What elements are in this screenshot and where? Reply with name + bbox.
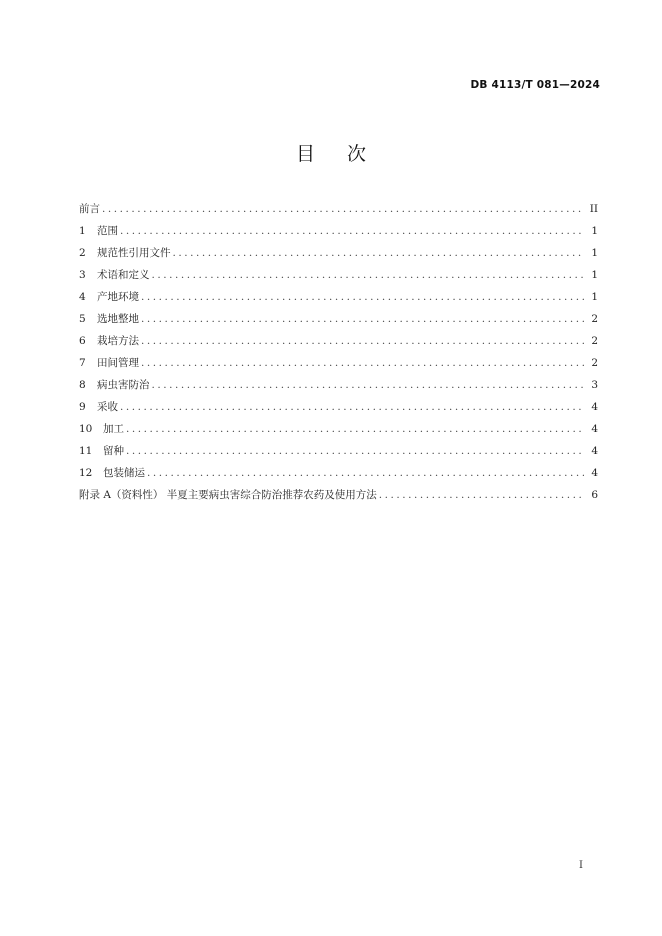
toc-entry-page: 4 bbox=[591, 401, 598, 413]
toc-leader-dots bbox=[152, 266, 585, 284]
toc-entry-page: 2 bbox=[591, 357, 598, 369]
toc-entry-6[interactable] bbox=[79, 332, 598, 354]
toc-entry-foreword[interactable] bbox=[79, 200, 598, 222]
toc-entry-number: 8 bbox=[79, 379, 86, 391]
toc-leader-dots bbox=[147, 464, 584, 482]
toc-entry-label: 前言 bbox=[79, 203, 100, 215]
toc-entry-8[interactable] bbox=[79, 376, 598, 398]
toc-entry-label: 选地整地 bbox=[97, 313, 139, 325]
toc-entry-label: 加工 bbox=[103, 423, 124, 435]
toc-leader-dots bbox=[173, 244, 585, 262]
toc-entry-number: 6 bbox=[79, 335, 86, 347]
toc-entry-10[interactable] bbox=[79, 420, 598, 442]
toc-leader-dots bbox=[152, 376, 585, 394]
toc-entry-page: 1 bbox=[591, 225, 598, 237]
toc-entry-number: 3 bbox=[79, 269, 86, 281]
toc-entry-page: 2 bbox=[591, 313, 598, 325]
toc-entry-number: 1 bbox=[79, 225, 86, 237]
toc-leader-dots bbox=[126, 420, 584, 438]
toc-entry-page: 1 bbox=[591, 269, 598, 281]
toc-entry-page: 6 bbox=[591, 489, 598, 501]
toc-leader-dots bbox=[120, 398, 584, 416]
toc-entry-page: 4 bbox=[591, 445, 598, 457]
toc-entry-label: 田间管理 bbox=[97, 357, 139, 369]
toc-entry-1[interactable] bbox=[79, 222, 598, 244]
toc-entry-number: 9 bbox=[79, 401, 86, 413]
toc-entry-3[interactable] bbox=[79, 266, 598, 288]
toc-entry-label: 附录 A（资料性） 半夏主要病虫害综合防治推荐农药及使用方法 bbox=[79, 489, 377, 501]
toc-entry-number: 2 bbox=[79, 247, 86, 259]
toc-leader-dots bbox=[379, 486, 584, 504]
toc-entry-page: 3 bbox=[591, 379, 598, 391]
toc-entry-label: 病虫害防治 bbox=[97, 379, 150, 391]
toc-entry-page: 1 bbox=[591, 247, 598, 259]
toc-entry-number: 5 bbox=[79, 313, 86, 325]
page-title: 目次 bbox=[295, 143, 398, 165]
table-of-contents bbox=[79, 200, 598, 508]
toc-leader-dots bbox=[141, 354, 584, 372]
toc-entry-7[interactable] bbox=[79, 354, 598, 376]
toc-entry-5[interactable] bbox=[79, 310, 598, 332]
toc-entry-page: 1 bbox=[591, 291, 598, 303]
document-code: DB 4113/T 081—2024 bbox=[470, 79, 600, 91]
toc-entry-number: 12 bbox=[79, 467, 93, 479]
toc-entry-label: 规范性引用文件 bbox=[97, 247, 171, 259]
toc-entry-page: 2 bbox=[591, 335, 598, 347]
toc-entry-9[interactable] bbox=[79, 398, 598, 420]
toc-leader-dots bbox=[141, 288, 584, 306]
toc-entry-page: II bbox=[589, 203, 598, 215]
toc-entry-number: 11 bbox=[79, 445, 93, 457]
page-number: I bbox=[579, 860, 583, 871]
toc-entry-11[interactable] bbox=[79, 442, 598, 464]
toc-entry-label: 栽培方法 bbox=[97, 335, 139, 347]
toc-entry-label: 范围 bbox=[97, 225, 118, 237]
toc-entry-number: 4 bbox=[79, 291, 86, 303]
toc-leader-dots bbox=[120, 222, 584, 240]
toc-entry-page: 4 bbox=[591, 467, 598, 479]
toc-entry-label: 产地环境 bbox=[97, 291, 139, 303]
toc-leader-dots bbox=[102, 200, 584, 218]
toc-entry-label: 留种 bbox=[103, 445, 124, 457]
toc-leader-dots bbox=[126, 442, 584, 460]
toc-leader-dots bbox=[141, 332, 584, 350]
toc-entry-appendix-a[interactable] bbox=[79, 486, 598, 508]
toc-leader-dots bbox=[141, 310, 584, 328]
toc-entry-label: 包装储运 bbox=[103, 467, 145, 479]
toc-entry-number: 7 bbox=[79, 357, 86, 369]
toc-entry-12[interactable] bbox=[79, 464, 598, 486]
toc-entry-label: 采收 bbox=[97, 401, 118, 413]
toc-entry-page: 4 bbox=[591, 423, 598, 435]
toc-entry-2[interactable] bbox=[79, 244, 598, 266]
toc-entry-number: 10 bbox=[79, 423, 93, 435]
toc-entry-4[interactable] bbox=[79, 288, 598, 310]
toc-entry-label: 术语和定义 bbox=[97, 269, 150, 281]
